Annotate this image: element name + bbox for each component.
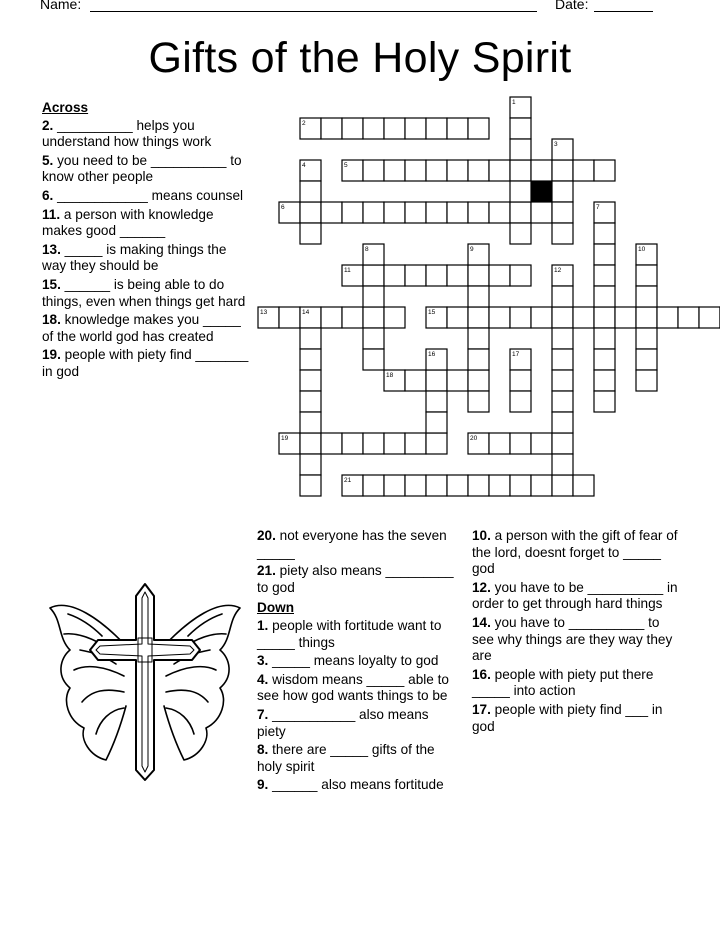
- clue-text: not everyone has the seven _____: [257, 528, 447, 560]
- cell-number: 21: [344, 477, 352, 484]
- grid-cell[interactable]: [426, 370, 447, 391]
- grid-cell[interactable]: [363, 475, 384, 496]
- down-clue: [472, 580, 682, 613]
- cell-number: 18: [386, 372, 394, 379]
- down-clue: [472, 615, 682, 665]
- grid-cell[interactable]: [426, 160, 447, 181]
- grid-cell[interactable]: [321, 118, 342, 139]
- grid-cell[interactable]: [405, 202, 426, 223]
- grid-cell[interactable]: [594, 328, 615, 349]
- grid-cell[interactable]: [573, 160, 594, 181]
- clue-number: 5.: [42, 152, 54, 168]
- grid-cell[interactable]: [426, 433, 447, 454]
- cell-number: 11: [344, 267, 351, 274]
- grid-cell[interactable]: [468, 202, 489, 223]
- grid-cell[interactable]: [552, 349, 573, 370]
- clue-number: 13.: [42, 241, 61, 257]
- cell-number: 1: [512, 99, 516, 106]
- grid-cell[interactable]: [552, 433, 573, 454]
- cell-number: 5: [344, 162, 348, 169]
- clue-text: you have to __________ to see why things are they way they are: [472, 614, 673, 664]
- grid-cell[interactable]: [300, 433, 321, 454]
- across-heading: Across: [42, 100, 89, 115]
- grid-cell[interactable]: [384, 433, 405, 454]
- grid-cell[interactable]: [552, 181, 573, 202]
- grid-cell[interactable]: [510, 475, 531, 496]
- grid-cell[interactable]: [321, 433, 342, 454]
- clue-text: ___________ also means piety: [257, 706, 429, 739]
- grid-cell[interactable]: [552, 160, 573, 181]
- across-clue: [42, 207, 254, 240]
- grid-cell[interactable]: [552, 391, 573, 412]
- clue-number: 7.: [257, 706, 269, 722]
- cell-number: 13: [260, 309, 268, 316]
- name-label: Name:: [40, 0, 82, 12]
- cell-number: 12: [554, 267, 562, 274]
- down-clue: [257, 672, 457, 705]
- grid-cell[interactable]: [678, 307, 699, 328]
- grid-cell[interactable]: [363, 265, 384, 286]
- down-clue: [257, 653, 457, 670]
- across-clue: [42, 153, 254, 186]
- grid-cell[interactable]: [594, 223, 615, 244]
- clue-text: there are _____ gifts of the holy spirit: [257, 742, 435, 774]
- down-clue: [472, 528, 682, 578]
- grid-cell[interactable]: [510, 160, 531, 181]
- blocked-cell: [531, 181, 552, 202]
- grid-cell[interactable]: [552, 202, 573, 223]
- clue-number: 4.: [257, 671, 269, 687]
- grid-cell[interactable]: [300, 370, 321, 391]
- grid-cell[interactable]: [699, 307, 720, 328]
- clue-text: people with fortitude want to _____ things: [257, 617, 442, 650]
- clue-text: a person with the gift of fear of the lord, doesnt forget to _____ god: [472, 528, 678, 577]
- down-clue: [257, 618, 457, 651]
- grid-cell[interactable]: [300, 412, 321, 433]
- grid-cell[interactable]: [363, 307, 384, 328]
- cell-number: 17: [512, 351, 520, 358]
- grid-cell[interactable]: [552, 307, 573, 328]
- grid-cell[interactable]: [447, 475, 468, 496]
- grid-cell[interactable]: [384, 307, 405, 328]
- cell-number: 9: [470, 246, 474, 253]
- cell-number: 2: [302, 120, 306, 127]
- clue-number: 18.: [42, 312, 61, 328]
- grid-cell[interactable]: [510, 307, 531, 328]
- cell-number: 7: [596, 204, 600, 211]
- clue-text: people with piety find ___ in god: [472, 701, 663, 734]
- clue-number: 1.: [257, 617, 269, 633]
- grid-cell[interactable]: [489, 433, 510, 454]
- grid-cell[interactable]: [657, 307, 678, 328]
- grid-cell[interactable]: [384, 118, 405, 139]
- across-clue: [257, 528, 457, 561]
- clue-number: 2.: [42, 117, 54, 133]
- grid-cell[interactable]: [363, 286, 384, 307]
- grid-cell[interactable]: [321, 307, 342, 328]
- clue-text: _____ means loyalty to god: [268, 653, 439, 669]
- grid-cell[interactable]: [594, 370, 615, 391]
- clue-text: you have to be __________ in order to get through hard things: [472, 579, 678, 612]
- grid-cell[interactable]: [321, 202, 342, 223]
- grid-cell[interactable]: [405, 433, 426, 454]
- grid-cell[interactable]: [300, 349, 321, 370]
- grid-cell[interactable]: [594, 265, 615, 286]
- grid-cell[interactable]: [552, 286, 573, 307]
- clue-number: 11.: [42, 206, 61, 222]
- grid-cell[interactable]: [426, 412, 447, 433]
- clue-number: 12.: [472, 579, 491, 595]
- grid-cell[interactable]: [426, 265, 447, 286]
- grid-cell[interactable]: [300, 328, 321, 349]
- grid-cell[interactable]: [636, 265, 657, 286]
- grid-cell[interactable]: [531, 433, 552, 454]
- cell-number: 10: [638, 246, 646, 253]
- grid-cell[interactable]: [594, 160, 615, 181]
- clue-number: 20.: [257, 528, 276, 543]
- clue-text: knowledge makes you _____ of the world god has created: [42, 312, 241, 344]
- grid-cell[interactable]: [552, 223, 573, 244]
- clue-number: 3.: [257, 653, 269, 669]
- clue-text: __________ helps you understand how things work: [42, 117, 212, 150]
- grid-cell[interactable]: [468, 475, 489, 496]
- down-clue: [257, 777, 457, 794]
- clue-number: 17.: [472, 701, 491, 717]
- grid-cell[interactable]: [489, 307, 510, 328]
- across-clue: [42, 188, 254, 205]
- grid-cell[interactable]: [426, 118, 447, 139]
- grid-cell[interactable]: [468, 328, 489, 349]
- cell-number: 19: [281, 435, 289, 442]
- grid-cell[interactable]: [636, 349, 657, 370]
- date-label: Date:: [555, 0, 589, 12]
- grid-cell[interactable]: [426, 475, 447, 496]
- clue-number: 15.: [42, 276, 61, 292]
- grid-cell[interactable]: [573, 307, 594, 328]
- grid-cell[interactable]: [636, 370, 657, 391]
- grid-cell[interactable]: [468, 118, 489, 139]
- clue-number: 19.: [42, 347, 61, 363]
- grid-cell[interactable]: [405, 475, 426, 496]
- clue-text: ____________ means counsel: [53, 187, 244, 203]
- clue-text: ______ also means fortitude: [268, 777, 444, 793]
- grid-cell[interactable]: [510, 181, 531, 202]
- grid-cell[interactable]: [447, 202, 468, 223]
- grid-cell[interactable]: [300, 181, 321, 202]
- across-clue: [42, 347, 254, 380]
- grid-cell[interactable]: [447, 370, 468, 391]
- grid-cell[interactable]: [573, 475, 594, 496]
- grid-cell[interactable]: [447, 265, 468, 286]
- grid-cell[interactable]: [552, 328, 573, 349]
- grid-cell[interactable]: [384, 160, 405, 181]
- grid-cell[interactable]: [489, 475, 510, 496]
- grid-cell[interactable]: [342, 202, 363, 223]
- clue-column-2: [257, 528, 457, 796]
- cell-number: 16: [428, 351, 436, 358]
- clue-text: people with piety put there _____ into action: [472, 666, 654, 699]
- grid-cell[interactable]: [363, 160, 384, 181]
- grid-cell[interactable]: [510, 223, 531, 244]
- down-clue: [257, 707, 457, 740]
- grid-cell[interactable]: [363, 349, 384, 370]
- clue-text: you need to be __________ to know other people: [42, 152, 242, 185]
- grid-cell[interactable]: [636, 307, 657, 328]
- grid-cell[interactable]: [468, 349, 489, 370]
- clue-number: 10.: [472, 528, 491, 543]
- grid-cell[interactable]: [636, 286, 657, 307]
- cell-number: 3: [554, 141, 558, 148]
- down-clue: [472, 667, 682, 700]
- grid-cell[interactable]: [636, 328, 657, 349]
- grid-cell[interactable]: [405, 370, 426, 391]
- grid-cell[interactable]: [489, 202, 510, 223]
- across-clue: [42, 118, 254, 151]
- grid-cell[interactable]: [594, 307, 615, 328]
- grid-cell[interactable]: [468, 160, 489, 181]
- grid-cell[interactable]: [447, 160, 468, 181]
- grid-cell[interactable]: [426, 202, 447, 223]
- grid-cell[interactable]: [300, 475, 321, 496]
- grid-cell[interactable]: [363, 118, 384, 139]
- grid-cell[interactable]: [510, 118, 531, 139]
- grid-cell[interactable]: [342, 307, 363, 328]
- cell-number: 20: [470, 435, 478, 442]
- grid-cell[interactable]: [279, 307, 300, 328]
- grid-cell[interactable]: [510, 139, 531, 160]
- grid-cell[interactable]: [510, 433, 531, 454]
- grid-cell[interactable]: [342, 118, 363, 139]
- grid-cell[interactable]: [468, 307, 489, 328]
- clue-text: wisdom means _____ able to see how god wants things to be: [257, 671, 449, 704]
- grid-cell[interactable]: [552, 370, 573, 391]
- grid-cell[interactable]: [384, 265, 405, 286]
- grid-cell[interactable]: [489, 160, 510, 181]
- grid-cell[interactable]: [300, 391, 321, 412]
- clue-text: ______ is being able to do things, even when things get hard: [42, 276, 246, 309]
- clue-column-3: [472, 528, 682, 737]
- grid-cell[interactable]: [594, 286, 615, 307]
- grid-cell[interactable]: [594, 349, 615, 370]
- grid-cell[interactable]: [300, 223, 321, 244]
- clue-number: 14.: [472, 614, 491, 630]
- clue-number: 9.: [257, 777, 269, 793]
- across-clue: [42, 277, 254, 310]
- winged-cross-icon: [40, 578, 250, 783]
- grid-cell[interactable]: [405, 118, 426, 139]
- cell-number: 6: [281, 204, 285, 211]
- down-clue: [472, 702, 682, 735]
- grid-cell[interactable]: [510, 370, 531, 391]
- grid-cell[interactable]: [615, 307, 636, 328]
- grid-cell[interactable]: [405, 265, 426, 286]
- grid-cell[interactable]: [384, 475, 405, 496]
- grid-cell[interactable]: [363, 202, 384, 223]
- clue-number: 8.: [257, 742, 269, 758]
- grid-cell[interactable]: [426, 391, 447, 412]
- grid-cell[interactable]: [363, 328, 384, 349]
- grid-cell[interactable]: [363, 433, 384, 454]
- grid-cell[interactable]: [552, 475, 573, 496]
- across-clue: [42, 312, 254, 345]
- cell-number: 8: [365, 246, 369, 253]
- clue-number: 6.: [42, 187, 54, 203]
- clue-text: piety also means _________ to god: [257, 563, 454, 595]
- grid-cell[interactable]: [468, 391, 489, 412]
- down-clue: [257, 742, 457, 775]
- grid-cell[interactable]: [531, 307, 552, 328]
- cell-number: 14: [302, 309, 310, 316]
- grid-cell[interactable]: [594, 244, 615, 265]
- grid-cell[interactable]: [552, 412, 573, 433]
- cell-number: 15: [428, 309, 436, 316]
- grid-cell[interactable]: [300, 202, 321, 223]
- grid-cell[interactable]: [468, 370, 489, 391]
- clue-number: 16.: [472, 666, 491, 682]
- grid-cell[interactable]: [300, 454, 321, 475]
- across-clue: [42, 242, 254, 275]
- grid-cell[interactable]: [405, 160, 426, 181]
- grid-cell[interactable]: [552, 454, 573, 475]
- grid-cell[interactable]: [447, 307, 468, 328]
- grid-cell[interactable]: [510, 202, 531, 223]
- grid-cell[interactable]: [384, 202, 405, 223]
- grid-cell[interactable]: [594, 391, 615, 412]
- grid-cell[interactable]: [468, 265, 489, 286]
- clue-text: a person with knowledge makes good ______: [42, 206, 214, 239]
- grid-cell[interactable]: [489, 265, 510, 286]
- page-title: Gifts of the Holy Spirit: [148, 34, 572, 82]
- cell-number: 4: [302, 162, 306, 169]
- grid-cell[interactable]: [468, 286, 489, 307]
- clue-number: 21.: [257, 563, 276, 579]
- grid-cell[interactable]: [531, 475, 552, 496]
- across-clue: [257, 563, 457, 596]
- grid-cell[interactable]: [510, 391, 531, 412]
- down-heading: Down: [257, 600, 294, 616]
- grid-cell[interactable]: [342, 433, 363, 454]
- grid-cell[interactable]: [531, 202, 552, 223]
- grid-cell[interactable]: [510, 265, 531, 286]
- clue-text: _____ is making things the way they should be: [42, 241, 227, 274]
- grid-cell[interactable]: [447, 118, 468, 139]
- grid-cell[interactable]: [531, 160, 552, 181]
- clue-column-1: [42, 100, 254, 383]
- clue-text: people with piety find _______ in god: [42, 347, 249, 379]
